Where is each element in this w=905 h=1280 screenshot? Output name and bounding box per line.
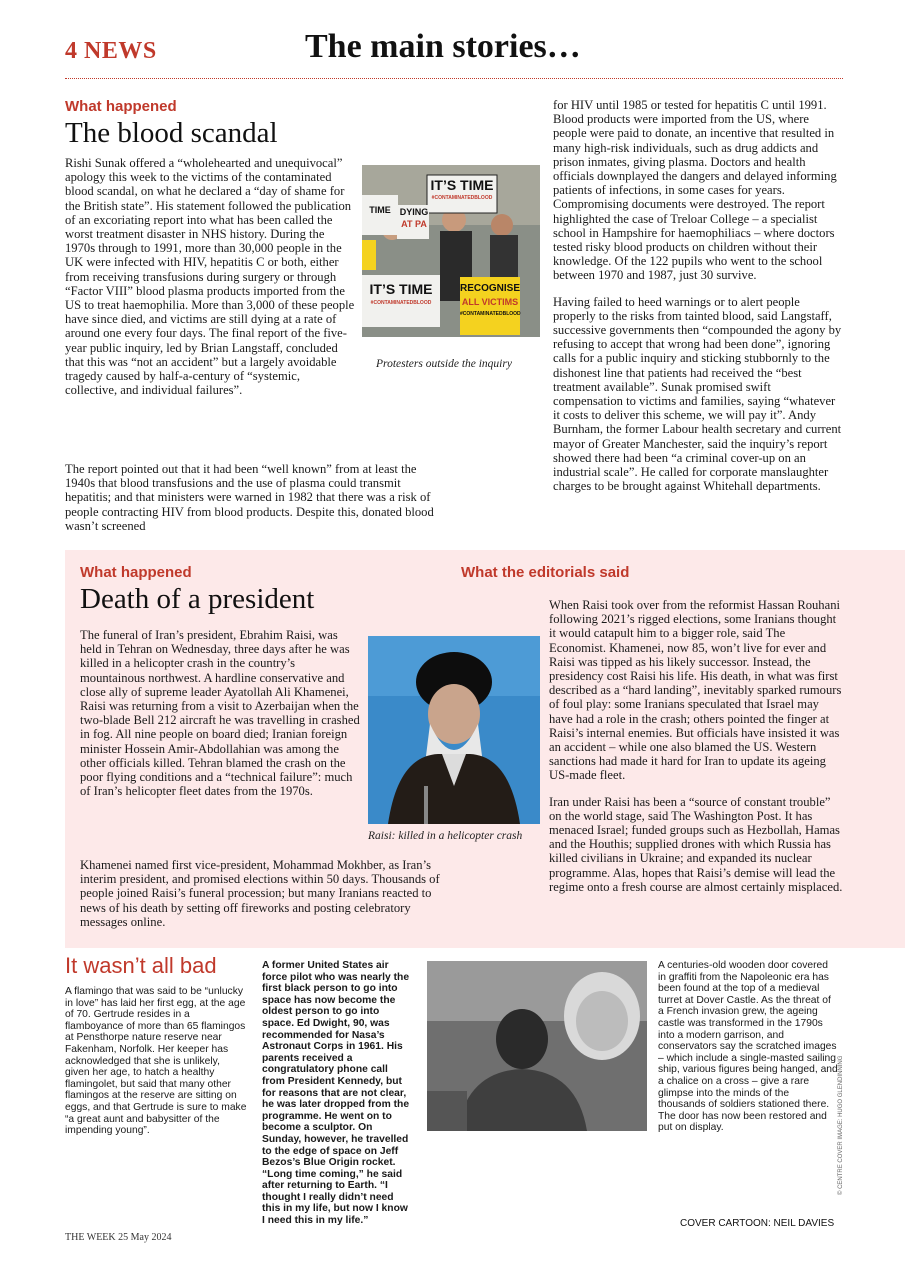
raisi-title: Death of a president [80,583,315,615]
protest-photo-caption: Protesters outside the inquiry [376,358,512,370]
blood-kicker: What happened [65,98,177,115]
good-news-title: It wasn’t all bad [65,953,217,978]
placard-2-line1: IT’S TIME [369,281,433,297]
blood-col1-bottom [65,462,443,533]
page-headline: The main stories… [305,28,581,65]
placard-3-line2: ALL VICTIMS [461,297,519,307]
raisi-photo-art [368,636,540,824]
astronaut-story: A former United States air force pilot who was nearly the first black person to go into space has now become the oldest person to go into space. Ed Dwight, 90, was recommended for Nasa’s Astronaut Corps in 1961. His parents received a congratulatory phone call from President Kennedy, but for reasons that are not clear, he was later dropped from the programme. He went on to become a sculptor. On Sunday, however, he travelled to the edge of space on Jeff Bezos’s Blue Origin rocket. “Long time coming,” he said after returning to Earth. “I thought I really didn’t need this in my life, but now I know I need this in my life.” [262,960,410,1227]
raisi-para1: The funeral of Iran’s president, Ebrahim Raisi, was held in Tehran on Wednesday, three days after he was killed in a helicopter crash in the country’s mountainous northwest. A hardline conservative and close ally of supreme leader Ayatollah Ali Khamenei, Raisi was returning from a visit to Azerbaijan when the two-blade Bell 212 aircraft he was travelling in crashed in fog. All nine people on board died; Iranian foreign minister Hossein Amir-Abdollahian was among the other officials killed. Tehran blamed the crash on the poor flying conditions and a “technical failure”: much of Iran’s helicopter fleet dates from the 1970s. [80,628,360,799]
astronaut-story-top [262,960,412,1227]
placard-3-line1: RECOGNISE [460,283,521,294]
header-divider [65,78,843,79]
blood-col1-para1: Rishi Sunak offered a “wholehearted and unequivocal” apology this week to the victims of the contaminated blood scandal, on what he declared a “day of shame for the British state”. His statement followed the publication of an excoriating report into what has been called the worst treatment disaster in NHS history. During the 1970s through to 1991, more than 30,000 people in the UK were infected with HIV, hepatitis C or both, either from receiving transfusions during surgery or through “Factor VIII” blood plasma products imported from the US to treat haemophilia. More than 3,000 of these people have since died, and victims are still dying at a rate of around one every four days. The final report of the five-year public inquiry, led by Brian Langstaff, concluded that this was “not an accident” but a largely avoidable tragedy caused by half-a-century of “systemic, collective, and individual failures”. [65,156,355,398]
editorials-kicker: What the editorials said [461,564,630,581]
blood-col2-para1: for HIV until 1985 or tested for hepatitis C until 1991. Blood products were imported from the US, where people were paid to donate, an incentive that resulted in many high-risk individuals, such as drug addicts and prison inmates, giving plasma. Doctors and health officials downplayed the dangers and delayed informing patients of infections, in some cases for years. Compromising documents were destroyed. The report highlighted the case of Treloar College – a specialist school in Hampshire for haemophiliacs – where doctors tested risky blood products on children without their knowledge. Of the 122 pupils who went to the school between 1970 and 1987, just 30 survive. [553,98,837,283]
raisi-kicker: What happened [80,564,192,581]
blood-col2-para2: Having failed to heed warnings or to alert people properly to the risks from tainted blood, said Langstaff, successive governments then “compounded the agony by refusing to accept that wrong had been done”, ignoring calls for a public inquiry and sticking stubbornly to the dishonest line that patients had received the “best treatment available”. Sunak promised swift compensation to victims and families, saying “whatever it costs to deliver this scheme, we will pay it”. Andy Burnham, the former Labour health secretary and current mayor of Greater Manchester, said the inquiry’s report showed there had been “a criminal cover-up on an industrial scale”. He called for corporate manslaughter charges to be brought against Whitehall departments. [553,294,842,494]
protest-photo [362,165,540,337]
raisi-para2: Khamenei named first vice-president, Mohammad Mokhber, as Iran’s interim president, and promised elections within 50 days. Thousands of people joined Raisi’s funeral procession; but many Iranians reacted to news of his death by setting off fireworks and posting celebratory messages online. [80,858,440,929]
editorials-body [549,598,843,906]
placard-4-line2: AT PA [401,219,427,229]
placard-1-line2: #CONTAMINATEDBLOOD [431,195,493,201]
raisi-body-2 [80,858,448,941]
placard-4-line1: DYING [399,207,429,217]
raisi-photo-caption: Raisi: killed in a helicopter crash [368,830,523,842]
blood-col1-top [65,156,355,397]
flamingo-story: A flamingo that was said to be “unlucky in love” has laid her first egg, at the age of 70. Gertrude resides in a flamboyance of more than 65 flamingos at Pensthorpe nature reserve near Fakenham, Norfolk. Her keeper has acknowledged that she is unlikely, given her age, to hatch a healthy flamingolet, but said that many other flamingos at the reserve are sitting on eggs, and that Gertrude is sure to make “a great aunt and babysitter of the impending young”. [65,986,247,1137]
raisi-photo [368,636,540,824]
editorials-para2: Iran under Raisi has been a “source of constant trouble” on the world stage, said The Washington Post. It has menaced Israel; funded groups such as Hezbollah, Hamas and the Houthis; supplied drones with which Russia has killed civilians in Ukraine; and expanded its nuclear programme. Alas, hopes that Raisi’s demise will lead the regime onto a fresh course are almost certainly misplaced. [549,794,843,894]
astronaut-photo [427,961,647,1131]
blood-col1-para2: The report pointed out that it had been “well known” from at least the 1940s that blood transfusions and the use of plasma could transmit hepatitis; and that ministers were warned in 1982 that there was a risk of people contracting HIV from blood products. Despite this, donated blood wasn’t screened [65,462,434,533]
blood-title: The blood scandal [65,117,278,149]
placard-3-line3: #CONTAMINATEDBLOOD [460,311,521,317]
placard-2-line2: #CONTAMINATEDBLOOD [370,300,432,306]
issue-footer: THE WEEK 25 May 2024 [65,1232,172,1243]
blood-col2 [553,98,843,505]
section-label: 4 NEWS [65,38,157,64]
astronaut-photo-art [427,961,647,1131]
raisi-body [80,628,360,810]
editorials-para1: When Raisi took over from the reformist Hassan Rouhani following 2021’s rigged elections, some Iranians thought it would catapult him to a bigger role, said The Economist. Khamenei, now 85, won’t live for ever and Raisi was tipped as his likely successor. Instead, the presidency cost Raisi his life. His death, in what was first described as a “hard landing”, inevitably sparked rumours of foul play: some Iranians speculated that Israel may have had a role in the crash; others pointed the finger at Raisi’s internal enemies. But officials have insisted it was an accident – while one also blamed the US. Western sanctions had made it hard for Iran to update its ageing US-made fleet. [549,598,842,783]
door-story: A centuries-old wooden door covered in graffiti from the Napoleonic era has been found at the top of a medieval turret at Dover Castle. As the threat of a French invasion grew, the ageing castle was transformed in the 1790s into a modern garrison, and conservators say the scratched images – which include a single-masted sailing ship, various figures being hanged, and a chalice on a cross – give a rare glimpse into the minds of the thousands of soldiers stationed there. The door has now been restored and put on display. [658,960,838,1134]
cover-credit: COVER CARTOON: NEIL DAVIES [680,1218,835,1229]
placard-5-line1: TIME [369,205,391,215]
image-credit: © CENTRE COVER IMAGE: HUGO GLENDINNING [838,1055,844,1195]
placard-1-line1: IT’S TIME [430,177,494,193]
